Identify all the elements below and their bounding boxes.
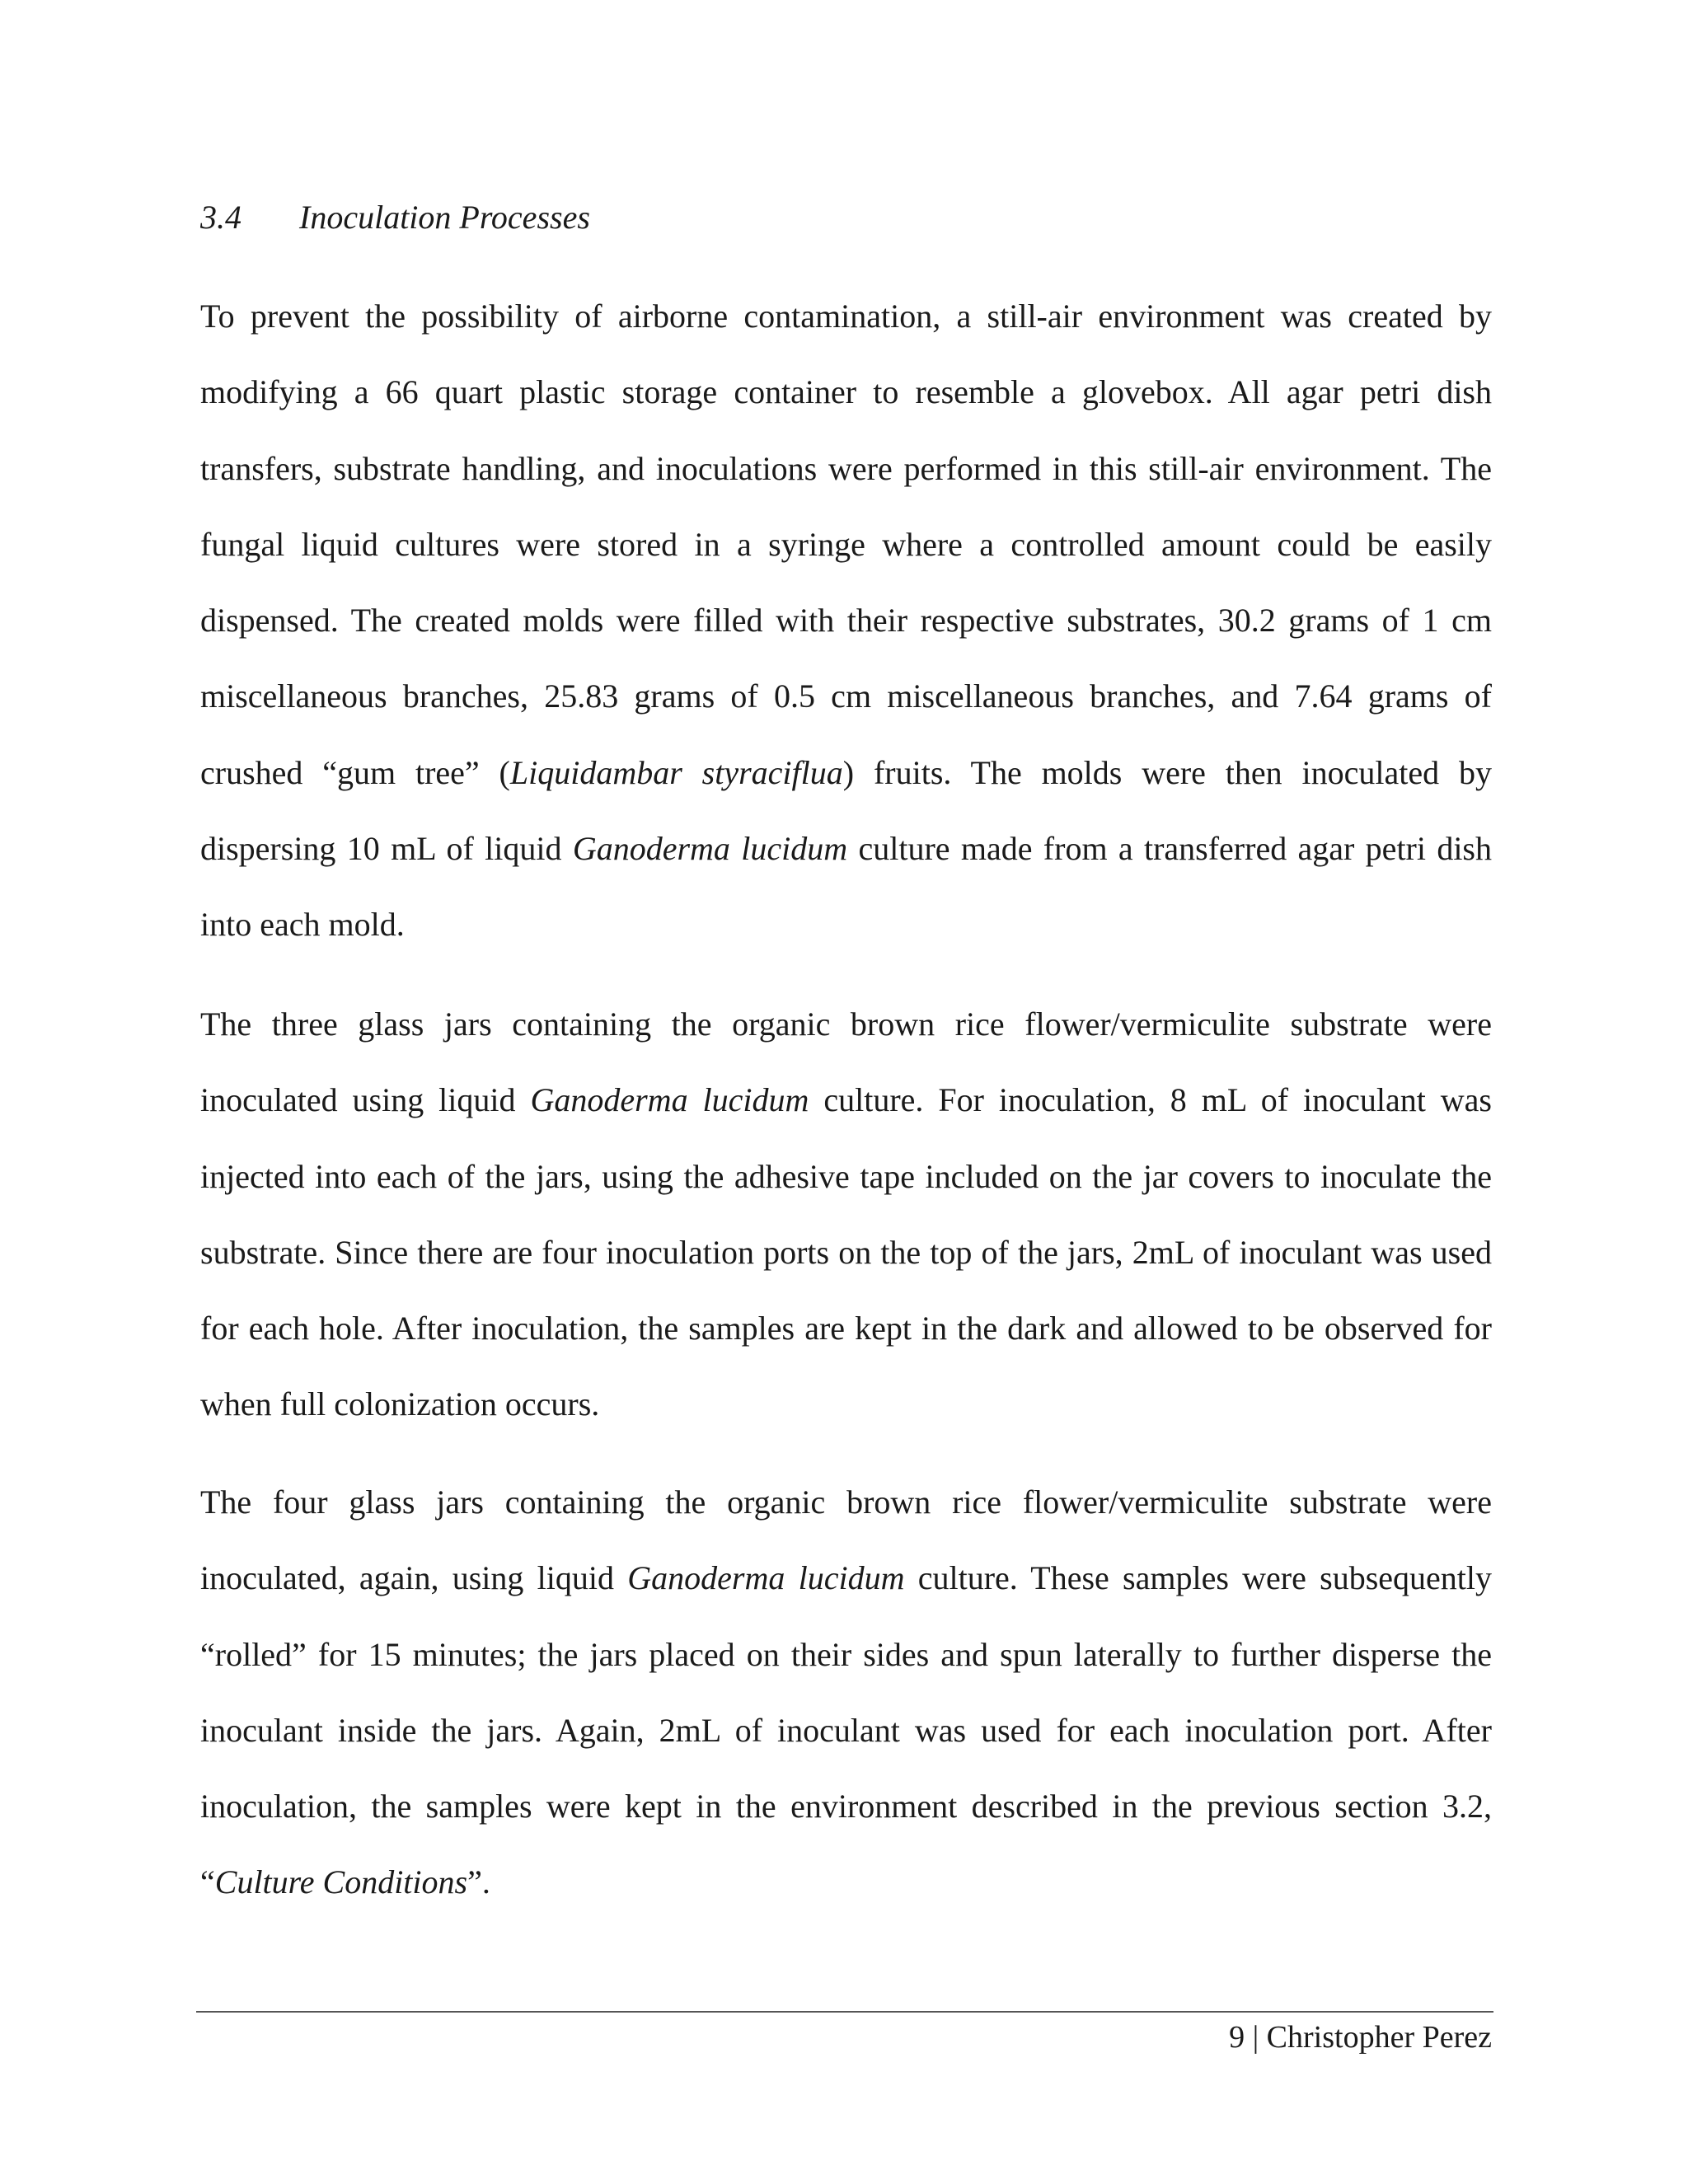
- species-name: Ganoderma lucidum: [627, 1559, 905, 1597]
- paragraph-four-jars: [200, 1465, 1492, 1921]
- text-run: ) fruits. The molds were then inoculated by dispersing 10 mL of liquid: [200, 753, 1492, 868]
- section-title: Inoculation Processes: [299, 199, 590, 236]
- text-run: culture. These samples were subsequently “rolled” for 15 minutes; the jars placed on their sides and spun laterally to further disperse the inoculant inside the jars. Again, 2mL of inoculant was used for each inoculation port. After inoculation, the samples were kept in the environment described in the previous section 3.2, “: [200, 1559, 1493, 1901]
- text-run: ”.: [467, 1863, 490, 1901]
- section-number: 3.4: [200, 199, 241, 236]
- text-run: The three glass jars containing the organic brown rice flower/vermiculite substrate were inoculated using liquid: [200, 1005, 1492, 1119]
- footer-divider: [196, 2011, 1493, 2013]
- paragraph-inoculation-molds: [200, 279, 1492, 963]
- section-heading: [200, 196, 590, 239]
- species-name: Liquidambar styraciflua: [509, 753, 843, 791]
- paragraph-three-jars: [200, 987, 1492, 1443]
- page-footer: 9 | Christopher Perez: [1229, 2020, 1492, 2055]
- section-reference: Culture Conditions: [214, 1863, 468, 1901]
- text-run: To prevent the possibility of airborne contamination, a still-air environment was created by modifying a 66 quart plastic storage container to resemble a glovebox. All agar petri dish transfers, substrate handling, and inoculations were performed in this still-air environment. The fungal liquid cultures were stored in a syringe where a controlled amount could be easily dispensed. The created molds were filled with their respective substrates, 30.2 grams of 1 cm miscellaneous branches, 25.83 grams of 0.5 cm miscellaneous branches, and 7.64 grams of crushed “gum tree” (: [200, 298, 1492, 791]
- species-name: Ganoderma lucidum: [530, 1081, 809, 1119]
- text-run: culture made from a transferred agar petri dish into each mold.: [200, 830, 1493, 944]
- text-run: culture. For inoculation, 8 mL of inoculant was injected into each of the jars, using the adhesive tape included on the jar covers to inoculate the substrate. Since there are four inoculation ports on the top of the jars, 2mL of inoculant was used for each hole. After inoculation, the samples are kept in the dark and allowed to be observed for when full colonization occurs.: [200, 1081, 1492, 1423]
- species-name: Ganoderma lucidum: [572, 830, 848, 868]
- text-run: The four glass jars containing the organic brown rice flower/vermiculite substrate were inoculated, again, using liquid: [200, 1483, 1492, 1597]
